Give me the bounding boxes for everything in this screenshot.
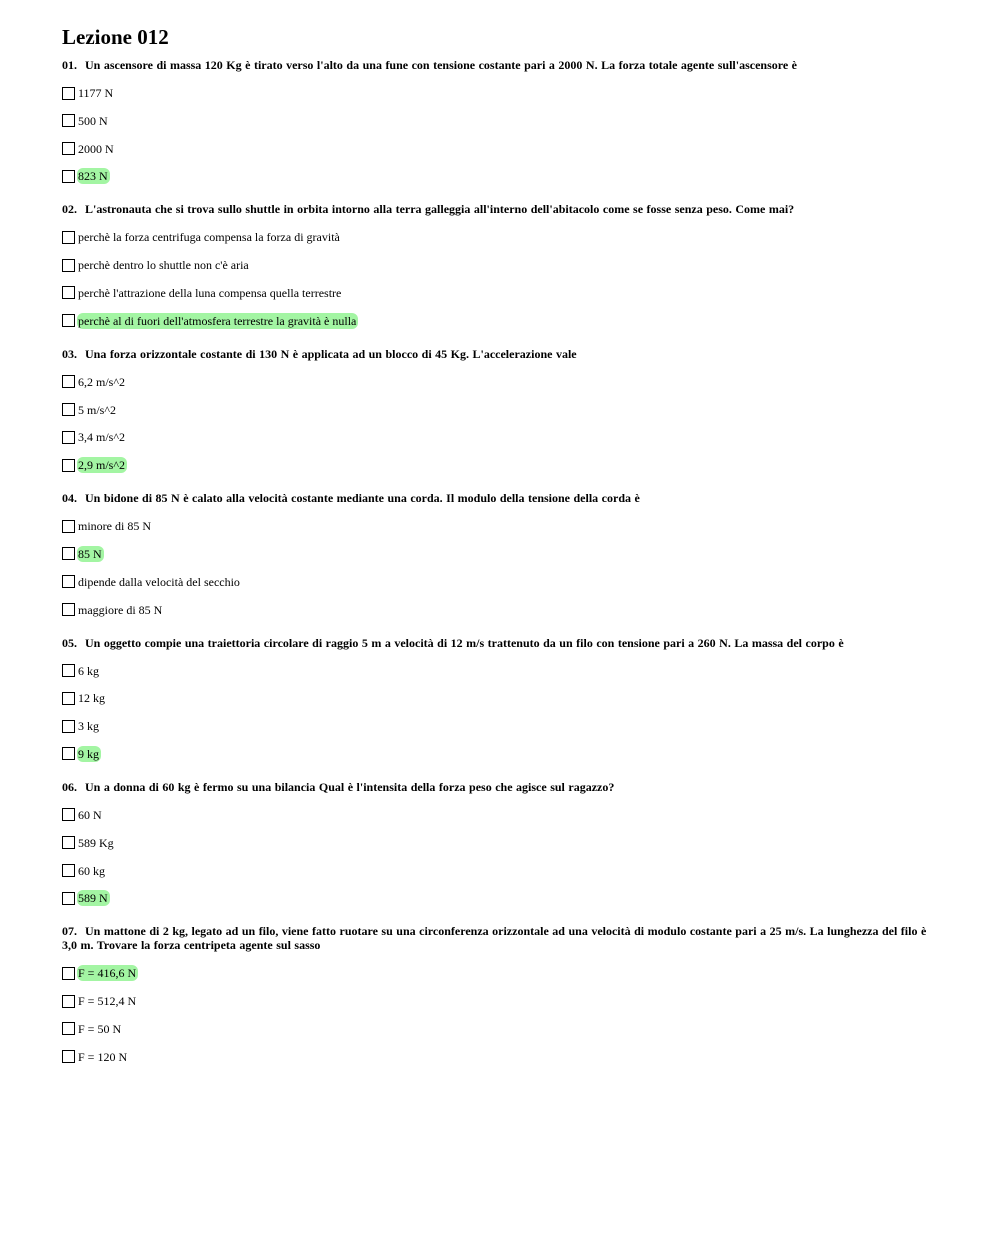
- option[interactable]: [62, 518, 942, 534]
- question-text: 05. Un oggetto compie una traiettoria circolare di raggio 5 m a velocità di 12 m/s trattenuto da un filo con tensione pari a 260 N. La massa del corpo è: [62, 635, 844, 650]
- checkbox[interactable]: [62, 403, 75, 416]
- option-label: 12 kg: [78, 691, 105, 706]
- checkbox[interactable]: [62, 967, 75, 980]
- option[interactable]: [62, 663, 942, 679]
- option[interactable]: [62, 285, 942, 301]
- option-label: 60 kg: [78, 863, 105, 878]
- question-04: [62, 491, 942, 617]
- option[interactable]: [62, 835, 942, 851]
- checkbox[interactable]: [62, 114, 75, 127]
- option[interactable]: [62, 863, 942, 879]
- option[interactable]: [62, 374, 942, 390]
- option[interactable]: [62, 807, 942, 823]
- option-label: 85 N: [78, 546, 102, 561]
- option-label: perchè dentro lo shuttle non c'è aria: [78, 258, 249, 273]
- option[interactable]: [62, 602, 942, 618]
- question-text: 02. L'astronauta che si trova sullo shuttle in orbita intorno alla terra galleggia all'interno dell'abitacolo come se fosse senza peso. Come mai?: [62, 202, 795, 217]
- checkbox[interactable]: [62, 459, 75, 472]
- checkbox[interactable]: [62, 720, 75, 733]
- checkbox[interactable]: [62, 259, 75, 272]
- option-label: 823 N: [78, 169, 108, 184]
- option-label: 2000 N: [78, 141, 114, 156]
- option[interactable]: [62, 718, 942, 734]
- checkbox[interactable]: [62, 314, 75, 327]
- quiz-page: [62, 24, 942, 1083]
- option-label: 2,9 m/s^2: [78, 458, 125, 473]
- option[interactable]: [62, 1049, 942, 1065]
- option[interactable]: [62, 257, 942, 273]
- question-number: 06.: [62, 779, 77, 794]
- option[interactable]: [62, 965, 942, 981]
- option-label: 60 N: [78, 807, 102, 822]
- option-label: F = 512,4 N: [78, 994, 137, 1009]
- option-label: 500 N: [78, 113, 108, 128]
- option[interactable]: [62, 402, 942, 418]
- checkbox[interactable]: [62, 892, 75, 905]
- checkbox[interactable]: [62, 864, 75, 877]
- question-number: 01.: [62, 58, 77, 72]
- option-label: minore di 85 N: [78, 519, 151, 534]
- checkbox[interactable]: [62, 747, 75, 760]
- question-06: [62, 780, 942, 906]
- option-label: 3 kg: [78, 719, 99, 734]
- checkbox[interactable]: [62, 603, 75, 616]
- option[interactable]: [62, 457, 942, 473]
- option-label: 589 N: [78, 891, 108, 906]
- checkbox[interactable]: [62, 575, 75, 588]
- question-03: [62, 347, 942, 473]
- checkbox[interactable]: [62, 286, 75, 299]
- checkbox[interactable]: [62, 375, 75, 388]
- question-number: 02.: [62, 202, 77, 217]
- question-07: [62, 924, 942, 1064]
- option-label: perchè al di fuori dell'atmosfera terrestre la gravità è nulla: [78, 313, 357, 328]
- option[interactable]: [62, 313, 942, 329]
- question-number: 05.: [62, 635, 77, 650]
- question-text: 01. Un ascensore di massa 120 Kg è tirato verso l'alto da una fune con tensione costante pari a 2000 N. La forza totale agente sull'ascensore è: [62, 58, 797, 72]
- question-number: 03.: [62, 346, 77, 361]
- checkbox[interactable]: [62, 547, 75, 560]
- option[interactable]: [62, 168, 942, 184]
- question-text: 04. Un bidone di 85 N è calato alla velocità costante mediante una corda. Il modulo della tensione della corda è: [62, 491, 640, 506]
- option[interactable]: [62, 85, 942, 101]
- option-label: 6,2 m/s^2: [78, 374, 125, 389]
- question-text: 07. Un mattone di 2 kg, legato ad un filo, viene fatto ruotare su una circonferenza orizzontale ad una velocità di modulo costante pari a 25 m/s. La lunghezza del filo è 3,0 m. Trovare la forza centripeta agente sul sasso: [62, 924, 927, 953]
- checkbox[interactable]: [62, 142, 75, 155]
- checkbox[interactable]: [62, 995, 75, 1008]
- checkbox[interactable]: [62, 692, 75, 705]
- checkbox[interactable]: [62, 1050, 75, 1063]
- option-label: perchè l'attrazione della luna compensa quella terrestre: [78, 285, 342, 300]
- option[interactable]: [62, 429, 942, 445]
- option[interactable]: [62, 993, 942, 1009]
- option-label: 6 kg: [78, 663, 99, 678]
- question-text: 06. Un a donna di 60 kg è fermo su una bilancia Qual è l'intensita della forza peso che agisce sul ragazzo?: [62, 779, 615, 794]
- option-label: F = 50 N: [78, 1021, 122, 1036]
- question-number: 04.: [62, 491, 77, 506]
- option[interactable]: [62, 229, 942, 245]
- question-number: 07.: [62, 924, 77, 939]
- option[interactable]: [62, 113, 942, 129]
- option[interactable]: [62, 574, 942, 590]
- checkbox[interactable]: [62, 431, 75, 444]
- question-text: 03. Una forza orizzontale costante di 130 N è applicata ad un blocco di 45 Kg. L'accelerazione vale: [62, 346, 577, 361]
- page-title: Lezione 012: [62, 25, 169, 49]
- checkbox[interactable]: [62, 87, 75, 100]
- option-label: perchè la forza centrifuga compensa la forza di gravità: [78, 230, 340, 245]
- option-label: 9 kg: [78, 746, 99, 761]
- checkbox[interactable]: [62, 836, 75, 849]
- option-label: 1177 N: [78, 86, 114, 100]
- checkbox[interactable]: [62, 1022, 75, 1035]
- option-label: maggiore di 85 N: [78, 602, 163, 617]
- option[interactable]: [62, 1021, 942, 1037]
- option[interactable]: [62, 746, 942, 762]
- option-label: F = 416,6 N: [78, 966, 137, 981]
- checkbox[interactable]: [62, 664, 75, 677]
- question-05: [62, 636, 942, 762]
- option[interactable]: [62, 546, 942, 562]
- option-label: 589 Kg: [78, 835, 114, 850]
- option-label: F = 120 N: [78, 1049, 128, 1064]
- checkbox[interactable]: [62, 170, 75, 183]
- option-label: dipende dalla velocità del secchio: [78, 574, 240, 589]
- option[interactable]: [62, 890, 942, 906]
- question-01: [62, 58, 942, 184]
- checkbox[interactable]: [62, 808, 75, 821]
- option-label: 3,4 m/s^2: [78, 430, 125, 445]
- option-label: 5 m/s^2: [78, 402, 116, 417]
- checkbox[interactable]: [62, 520, 75, 533]
- question-02: [62, 202, 942, 328]
- option[interactable]: [62, 690, 942, 706]
- option[interactable]: [62, 141, 942, 157]
- checkbox[interactable]: [62, 231, 75, 244]
